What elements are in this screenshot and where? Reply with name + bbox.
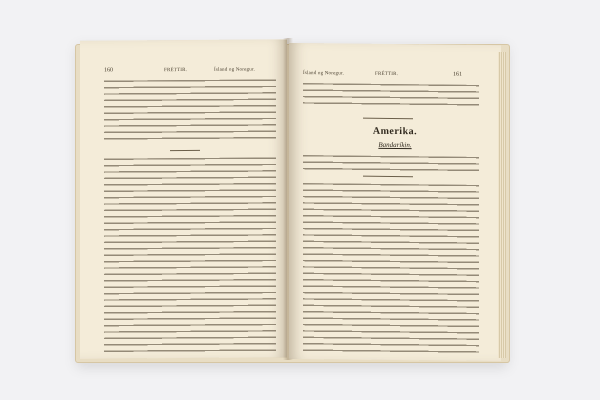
right-page-number: 161: [453, 71, 462, 78]
left-page-header-right: Ísland og Noregur.: [214, 67, 255, 73]
right-page-divider: [363, 118, 413, 120]
left-page-top-paragraph: [104, 79, 276, 142]
right-page-divider-2: [363, 176, 413, 178]
section-subtitle: Bandaríkin.: [378, 140, 412, 150]
right-page: [289, 43, 501, 361]
left-page-body-text: [104, 157, 276, 354]
right-page-body-text: [303, 183, 479, 357]
right-page-header-left: Ísland og Noregur.: [303, 71, 344, 77]
right-page-top-paragraph: [303, 83, 479, 109]
left-page-header: FRÉTTIR.: [164, 67, 188, 74]
left-page-number: 160: [104, 67, 113, 74]
open-book: [70, 38, 510, 363]
section-title: Amerika.: [372, 125, 418, 138]
right-page-abstract: [303, 155, 479, 173]
right-page-header: FRÉTTIR.: [375, 71, 399, 78]
left-page: [80, 39, 287, 358]
page-edges: [498, 52, 506, 358]
left-page-divider: [170, 150, 200, 151]
